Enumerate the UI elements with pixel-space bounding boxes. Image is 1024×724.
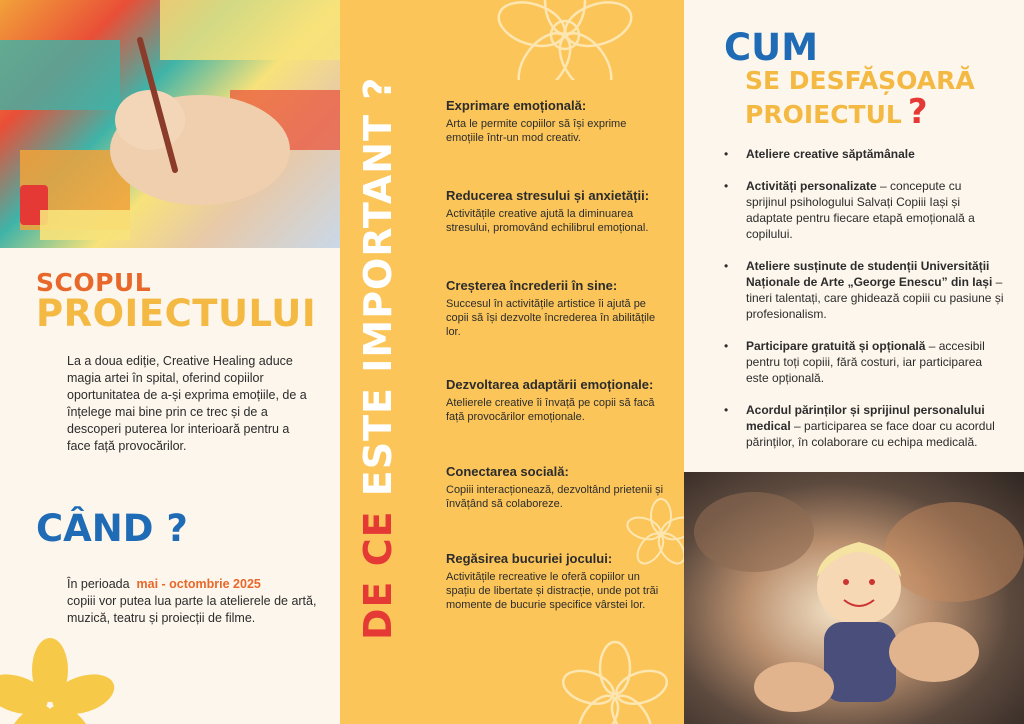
benefit-item [446,98,666,145]
list-item [724,402,1004,450]
benefit-item [446,377,666,424]
bullet-bold: Participare gratuită și opțională [746,339,926,353]
benefit-text: Activitățile creative ajută la diminuarea stresului, promovând echilibrul emoțional. [446,208,649,234]
bullet-bold: Acordul părinților și sprijinul personalului medical [746,403,985,433]
bullet-bold: Ateliere creative săptămânale [746,147,915,161]
benefit-title: Reducerea stresului și anxietății: [446,188,650,203]
left-panel [0,0,340,724]
when-rest: copiii vor putea lua parte la atelierele de artă, muzică, teatru și proiecții de filme. [67,594,317,625]
how-title-word: PROIECTUL [745,100,902,129]
flower-icon [560,640,670,724]
how-bullet-list [724,146,1004,466]
when-prefix: În perioada [67,577,130,591]
doll-illustration [684,472,1024,724]
why-title-part2: ESTE IMPORTANT ? [356,76,400,497]
bullet-rest: – tineri talentați, care ghidează copiii cu pasiune și profesionalism. [746,275,1004,321]
benefit-text: Atelierele creative îi învață pe copii să facă față provocărilor emoționale. [446,397,655,423]
bullet-rest: – participarea se face doar cu acordul părinților, în colaborare cu echipa medicală. [746,419,995,449]
bullet-bold: Activități personalizate [746,179,877,193]
when-title: CÂND ? [36,507,188,550]
scope-title-line2: PROIECTULUI [36,292,317,335]
how-title-line1: CUM [724,26,819,69]
how-title-line3 [745,92,928,132]
bullet-rest: – accesibil pentru toți copiii, fără costuri, iar participarea este opțională. [746,339,985,385]
benefit-text: Arta le permite copiilor să își exprime emoțiile într-un mod creativ. [446,118,627,144]
children-drawing-photo [0,0,340,248]
benefit-title: Dezvoltarea adaptării emoționale: [446,377,654,392]
doll-photo [684,472,1024,724]
benefit-text: Succesul în activitățile artistice îi ajută pe copii să își dezvolte încrederea în abilitățile lor. [446,298,656,338]
flower-icon [0,630,130,724]
benefit-title: Exprimare emoțională: [446,98,587,113]
list-item [724,258,1004,322]
benefit-text: Activitățile recreative le oferă copiilor un spațiu de libertate și distracție, unde pot trăi momente de bucurie specifice vârstei lor. [446,571,659,611]
when-paragraph [67,576,317,627]
list-item [724,146,1004,162]
benefit-text: Copiii interacționează, dezvoltând prietenii și învățând să colaboreze. [446,484,664,510]
benefit-title: Regăsirea bucuriei jocului: [446,551,613,566]
scope-paragraph: La a doua ediție, Creative Healing aduce magia artei în spital, oferind copiilor oportunitatea de a-și exprima emoțiile, de a înțelege mai bine prin ce trec și de a descoperi puterea lor interioară pentru a face față provocărilor. [67,354,307,453]
flower-icon [480,0,650,80]
why-title-part1: DE CE [356,510,400,640]
scope-title-line1: SCOPUL [36,268,152,297]
list-item [724,338,1004,386]
bullet-rest: – concepute cu sprijinul psihologului Salvați Copiii Iași și adaptate pentru fiecare etapă emoțională a copilului. [746,179,975,241]
benefit-item [446,188,666,235]
benefit-title: Conectarea socială: [446,464,569,479]
benefit-item [446,551,666,612]
list-item [724,178,1004,242]
why-important-title [356,77,400,640]
when-months: mai - octombrie 2025 [136,577,261,591]
how-title-line2: SE DESFĂȘOARĂ [745,66,975,95]
children-drawing-illustration [0,0,340,248]
question-mark: ? [907,92,928,132]
benefit-item [446,278,666,339]
benefit-title: Creșterea încrederii în sine: [446,278,618,293]
benefit-item [446,464,666,511]
bullet-bold: Ateliere susținute de studenții Universității Naționale de Arte „George Enescu” din Iași [746,259,993,289]
